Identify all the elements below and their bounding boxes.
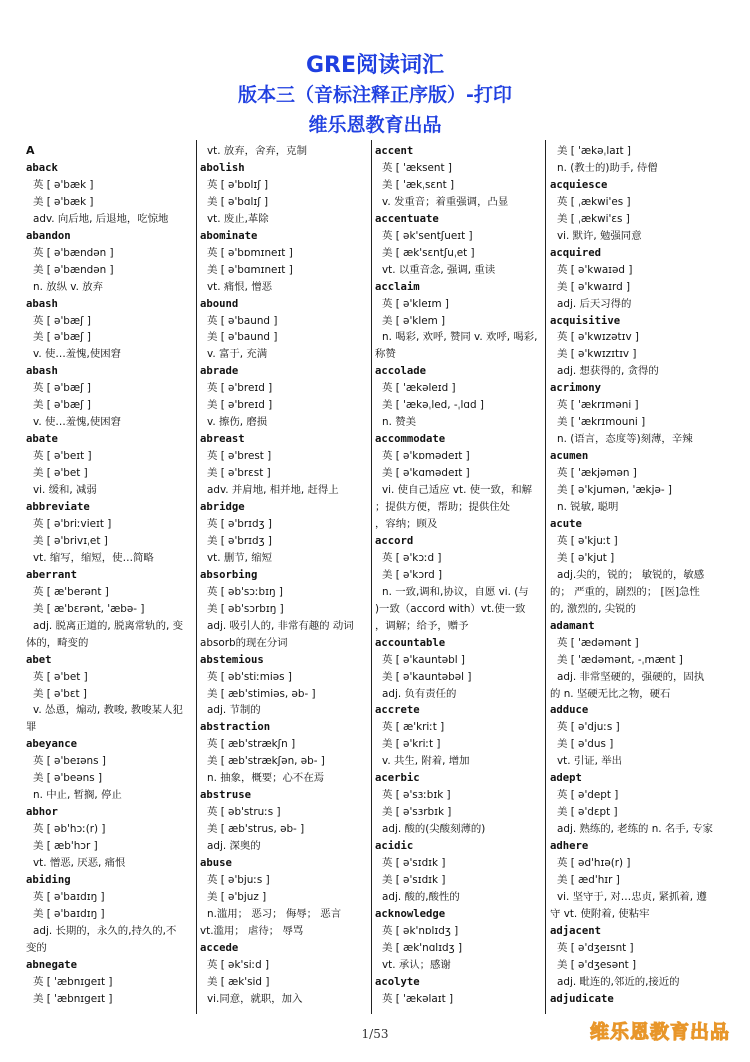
phonetic: 英 [ ə'bændən ] [33,246,114,259]
phonetic: 英 [ 'ædəmənt ] [557,636,639,649]
definition: vt. 以重音念, 强调, 重读 [382,263,496,276]
headword: acolyte [375,975,420,988]
phonetic: 英 [ ə'bæʃ ] [33,382,91,395]
phonetic: 英 [ 'æbnɪgeɪt ] [33,975,113,988]
phonetic: 美 [ ə'kjumən, 'ækjə- ] [557,484,672,497]
headword: adduce [550,704,589,717]
definition: vt. 废止,革除 [207,212,269,225]
definition: adj. 负有责任的 [382,687,457,700]
phonetic: 英 [ 'æksent ] [382,161,452,174]
phonetic: 美 [ ə'bændən ] [33,263,114,276]
definition: 守 vt. 使附着, 使粘牢 [550,907,650,920]
headword: accountable [375,636,446,649]
phonetic: 美 [ ə'bæk ] [33,195,94,208]
phonetic: 美 [ ə'sɜrbɪk ] [382,806,452,819]
phonetic: 美 [ ə'baɪdɪŋ ] [33,907,105,920]
definition: adv. 并肩地, 相并地, 赶得上 [207,484,339,497]
phonetic: 美 [ ə'dus ] [557,738,614,751]
phonetic: 英 [ ə'kɔːd ] [382,551,442,564]
phonetic: 美 [ 'æbnɪgeɪt ] [33,992,113,1005]
headword: abreast [200,433,245,446]
headword: abate [26,433,58,446]
phonetic: 英 [ 'ækəleɪd ] [382,382,456,395]
phonetic: 美 [ ə'bet ] [33,467,88,480]
phonetic: 英 [ ək'siːd ] [207,958,270,971]
phonetic: 英 [ ə'bɒmɪneɪt ] [207,246,293,259]
phonetic: 英 [ 'ækjəmən ] [557,467,637,480]
phonetic: 英 [ æ'berənt ] [33,585,109,598]
definition: v. 富于, 充满 [207,348,268,361]
phonetic: 英 [ əb'sɔːbɪŋ ] [207,585,283,598]
definition: n. 放纵 v. 放弃 [33,280,104,293]
definition: adj. 想获得的, 贪得的 [557,365,659,378]
phonetic: 美 [ ə'dʒesənt ] [557,958,637,971]
headword: accommodate [375,433,446,446]
headword: accrete [375,704,420,717]
headword: abbreviate [26,501,90,514]
definition: 的 n. 坚硬无比之物，硬石 [550,687,671,700]
definition: adj. 脱离正道的, 脱离常轨的, 变 [33,619,183,632]
definition: adj. 熟练的, 老练的 n. 名手, 专家 [557,823,714,836]
phonetic: 美 [ ə'brɛst ] [207,467,271,480]
headword: acquiesce [550,178,608,191]
phonetic: 英 [ əb'hɔː(r) ] [33,823,106,836]
phonetic: 英 [ ə'dʒeɪsnt ] [557,941,634,954]
definition: n. 抽象，概要；心不在焉 [207,772,325,785]
headword: abominate [200,229,258,242]
phonetic: 英 [ ə'briːvieɪt ] [33,517,112,530]
definition: adj. 非常坚硬的，强硬的，固执 [557,670,705,683]
column-divider [545,140,546,1014]
phonetic: 英 [ ə'bet ] [33,670,88,683]
phonetic: 英 [ ə'kjuːt ] [557,534,618,547]
headword: abstruse [200,789,252,802]
phonetic: 美 [ ə'klem ] [382,314,446,327]
phonetic: 英 [ ə'brɪdʒ ] [207,517,272,530]
headword: abound [200,297,239,310]
definition: v. 使…羞愧,使困窘 [33,416,121,429]
phonetic: 英 [ əd'hɪə(r) ] [557,857,631,870]
headword: abet [26,653,52,666]
headword: abiding [26,873,71,886]
phonetic: 英 [ əb'stiːmiəs ] [207,670,292,683]
phonetic: 美 [ ə'dɛpt ] [557,806,618,819]
phonetic: 美 [ ə'kriːt ] [382,738,441,751]
phonetic: 英 [ 'ækrɪməni ] [557,399,639,412]
phonetic: 美 [ ə'kjut ] [557,551,615,564]
phonetic: 美 [ 'ækəˌled, -ˌlɑd ] [382,399,484,412]
definition: n. (教士的)助手, 侍僧 [557,161,658,174]
phonetic: 英 [ ə'kauntəbl ] [382,653,465,666]
headword: aberrant [26,568,78,581]
definition: adv. 向后地, 后退地，吃惊地 [33,212,169,225]
phonetic: 美 [ æk'sɛntʃuˌet ] [382,246,475,259]
phonetic: 美 [ ə'kwɪzɪtɪv ] [557,348,637,361]
definition: n. (语言，态度等)刻薄，辛辣 [557,433,693,446]
definition: adj. 吸引人的, 非常有趣的 动词 [207,619,354,632]
phonetic: 美 [ ə'sɪdɪk ] [382,873,446,886]
phonetic: 美 [ ə'beəns ] [33,772,103,785]
phonetic: 英 [ ək'nɒlɪdʒ ] [382,924,459,937]
phonetic: 美 [ ə'bɑlɪʃ ] [207,195,269,208]
phonetic: 英 [ ə'beɪt ] [33,450,92,463]
headword: acrimony [550,382,602,395]
phonetic: 美 [ ə'breɪd ] [207,399,273,412]
phonetic: 美 [ ə'kwaɪrd ] [557,280,631,293]
phonetic: 英 [ ək'sentʃueɪt ] [382,229,473,242]
headword: adjacent [550,924,602,937]
definition: ，容纳；顾及 [375,517,438,530]
phonetic: 美 [ ə'brivɪˌet ] [33,534,108,547]
headword: abeyance [26,738,78,751]
phonetic: 英 [ æb'strækʃn ] [207,738,296,751]
definition: ，调解；给予，赠予 [375,619,469,632]
definition: 罪 [26,721,37,734]
definition: ；提供方便，帮助；提供住处 [375,501,511,514]
column-divider [371,140,372,1014]
definition: adj. 长期的，永久的,持久的,不 [33,924,177,937]
definition: v. 发重音；着重强调，凸显 [382,195,509,208]
phonetic: 美 [ æb'strækʃən, əb- ] [207,755,325,768]
headword: acumen [550,450,589,463]
phonetic: 美 [ ə'bæʃ ] [33,331,91,344]
vocab-column-3 [375,143,543,1011]
definition: absorb的现在分词 [200,636,288,649]
headword: adamant [550,619,595,632]
phonetic: 英 [ ə'dept ] [557,789,619,802]
phonetic: 美 [ ə'bɛt ] [33,687,87,700]
phonetic: 英 [ ə'djuːs ] [557,721,620,734]
phonetic: 美 [ æk'nɑlɪdʒ ] [382,941,463,954]
phonetic: 美 [ æb'hɔr ] [33,840,98,853]
section-letter: A [26,144,35,157]
phonetic: 英 [ ə'kwaɪəd ] [557,263,633,276]
phonetic: 英 [ ə'baund ] [207,314,278,327]
headword: abolish [200,161,245,174]
definition: v. 擦伤, 磨损 [207,416,268,429]
headword: abridge [200,501,245,514]
phonetic: 美 [ 'ædəmənt, -ˌmænt ] [557,653,683,666]
definition: 的, 激烈的, 尖锐的 [550,602,636,615]
headword: acclaim [375,280,420,293]
definition: vi.同意，就职，加入 [207,992,303,1005]
phonetic: 英 [ ə'bæʃ ] [33,314,91,327]
headword: abuse [200,857,232,870]
column-divider [196,140,197,1014]
phonetic: 英 [ ə'bæk ] [33,178,94,191]
headword: aback [26,161,58,174]
phonetic: 英 [ ə'bɒlɪʃ ] [207,178,269,191]
definition: vt. 引证, 举出 [557,755,622,768]
phonetic: 英 [ ə'kleɪm ] [382,297,449,310]
headword: adept [550,772,582,785]
phonetic: 美 [ æb'stimiəs, əb- ] [207,687,316,700]
definition: adj. 节制的 [207,704,261,717]
definition: vt.滥用； 虐待； 辱骂 [200,924,304,937]
phonetic: 美 [ 'ækrɪmouni ] [557,416,646,429]
definition: vi. 缓和, 减弱 [33,484,97,497]
headword: abstemious [200,653,264,666]
definition: v. 怂恿，煽动, 教唆, 教唆某人犯 [33,704,183,717]
phonetic: 美 [ ə'brɪdʒ ] [207,534,272,547]
phonetic: 美 [ æd'hɪr ] [557,873,620,886]
phonetic: 英 [ ə'brest ] [207,450,272,463]
headword: acerbic [375,772,420,785]
definition: adj. 酸的(尖酸刻薄的) [382,823,486,836]
phonetic: 美 [ 'ækˌsɛnt ] [382,178,455,191]
phonetic: 美 [ ə'bɑmɪneɪt ] [207,263,293,276]
headword: accede [200,941,239,954]
headword: abnegate [26,958,78,971]
headword: abstraction [200,721,271,734]
headword: acquisitive [550,314,621,327]
headword: acknowledge [375,907,446,920]
vocab-column-4 [550,143,720,1011]
phonetic: 英 [ ə'baɪdɪŋ ] [33,890,105,903]
definition: n. 赞美 [382,416,416,429]
phonetic: 英 [ æ'kriːt ] [382,721,445,734]
phonetic: 英 [ ə'bjuːs ] [207,873,270,886]
headword: accentuate [375,212,439,225]
definition: n. 中止, 暂搁, 停止 [33,789,122,802]
headword: accent [375,145,414,157]
document-title: GRE阅读词汇 [305,53,445,78]
definition: 称赞 [375,348,396,361]
headword: abandon [26,229,71,242]
phonetic: 美 [ ˌækwi'ɛs ] [557,212,630,225]
phonetic: 美 [ əb'sɔrbɪŋ ] [207,602,284,615]
definition: adj. 深奥的 [207,840,261,853]
definition: vt. 放弃，舍弃，克制 [207,145,307,157]
phonetic: 美 [ ə'kɑmədeɪt ] [382,467,470,480]
definition: vt. 缩写，缩短，使…简略 [33,551,154,564]
phonetic: 美 [ æ'bɛrənt, 'æbə- ] [33,602,145,615]
definition: n.滥用； 恶习； 侮辱； 恶言 [207,907,342,920]
definition: 的； 严重的，剧烈的； [医]急性 [550,585,700,598]
publisher-line: 维乐恩教育出品 [308,114,442,136]
definition: n. 喝彩, 欢呼, 赞同 v. 欢呼, 喝彩, [382,331,538,344]
headword: abash [26,365,58,378]
definition: vt. 痛恨, 憎恶 [207,280,272,293]
phonetic: 美 [ ə'bjuz ] [207,890,267,903]
definition: vi. 使自己适应 vt. 使一致，和解 [382,484,533,497]
headword: abrade [200,365,239,378]
headword: acute [550,517,582,530]
definition: n. 锐敏, 聪明 [557,501,619,514]
headword: absorbing [200,568,258,581]
phonetic: 英 [ ə'kɒmədeɪt ] [382,450,470,463]
phonetic: 英 [ ə'sɪdɪk ] [382,857,446,870]
definition: adj. 后天习得的 [557,297,632,310]
phonetic: 英 [ əb'struːs ] [207,806,281,819]
definition: vt. 憎恶, 厌恶, 痛恨 [33,857,126,870]
definition: vi. 坚守于, 对…忠贞, 紧抓着, 遵 [557,890,707,903]
headword: accord [375,534,414,547]
publisher-watermark: 维乐恩教育出品 [590,1021,731,1043]
headword: adjudicate [550,992,614,1005]
phonetic: 英 [ ə'sɜːbɪk ] [382,789,451,802]
definition: v. 共生, 附着, 增加 [382,755,470,768]
phonetic: 美 [ æb'strus, əb- ] [207,823,305,836]
definition: adj.尖的，锐的； 敏锐的，敏感 [557,568,705,581]
headword: accolade [375,365,427,378]
definition: v. 使…羞愧,使困窘 [33,348,121,361]
vocab-column-1 [26,143,194,1011]
phonetic: 美 [ 'ækəˌlaɪt ] [557,145,631,157]
phonetic: 美 [ ə'baund ] [207,331,278,344]
phonetic: 英 [ ˌækwi'es ] [557,195,631,208]
phonetic: 美 [ ə'bæʃ ] [33,399,91,412]
definition: vt. 承认；感谢 [382,958,451,971]
definition: adj. 毗连的,邻近的,接近的 [557,975,680,988]
phonetic: 英 [ ə'beɪəns ] [33,755,106,768]
phonetic: 美 [ ə'kauntəbəl ] [382,670,472,683]
definition: 体的，畸变的 [26,636,89,649]
definition: )一致（accord with）vt.使一致 [375,602,526,615]
phonetic: 美 [ ə'kɔrd ] [382,568,443,581]
definition: 变的 [26,941,47,954]
vocab-column-2 [200,143,368,1011]
phonetic: 美 [ æk'sid ] [207,975,270,988]
headword: acquired [550,246,602,259]
document-subtitle: 版本三（音标注释正序版）-打印 [238,84,512,106]
phonetic: 英 [ ə'kwɪzətɪv ] [557,331,639,344]
headword: adhere [550,840,589,853]
definition: vi. 默许, 勉强同意 [557,229,642,242]
phonetic: 英 [ 'ækəlaɪt ] [382,992,454,1005]
definition: adj. 酸的,酸性的 [382,890,460,903]
page-number: 1/53 [361,1027,389,1041]
definition: vt. 删节, 缩短 [207,551,272,564]
headword: acidic [375,840,414,853]
headword: abash [26,297,58,310]
phonetic: 英 [ ə'breɪd ] [207,382,273,395]
headword: abhor [26,806,58,819]
definition: n. 一致,调和,协议，自愿 vi. (与 [382,585,529,598]
